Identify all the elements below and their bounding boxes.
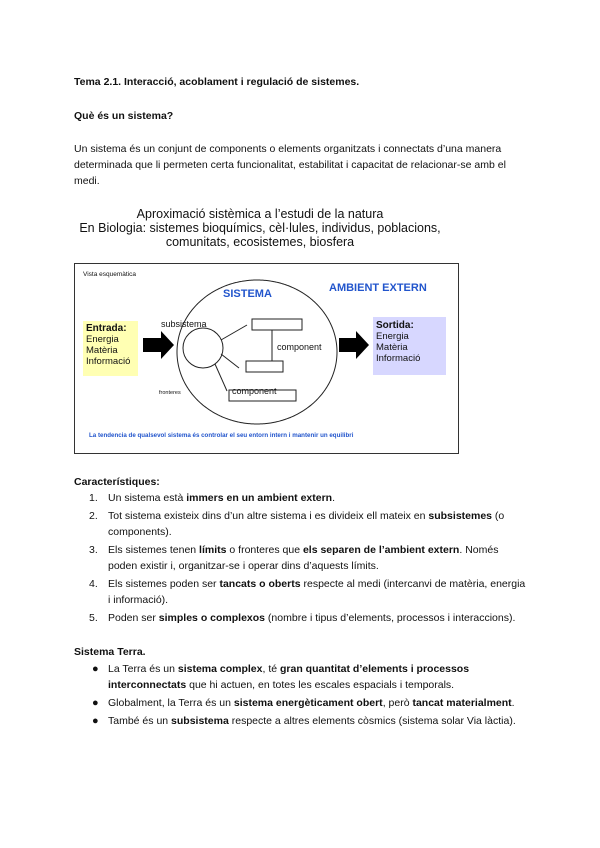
item-text: . Només poden existir i, organitzar-se i operar dins d’aquests límits. bbox=[108, 544, 499, 572]
item-bold: límits bbox=[199, 544, 227, 556]
bullet-icon: ● bbox=[92, 663, 99, 675]
list-item bbox=[74, 661, 529, 693]
ambient-label: AMBIENT EXTERN bbox=[329, 282, 427, 294]
connector-line bbox=[221, 325, 247, 340]
figure-title-line3: comunitats, ecosistemes, biosfera bbox=[165, 235, 355, 249]
item-text: Poden ser bbox=[108, 612, 159, 624]
item-bold: immers en un ambient extern bbox=[186, 492, 333, 504]
system-boundary-circle bbox=[177, 280, 337, 424]
list-item bbox=[74, 576, 529, 608]
item-text: També és un bbox=[108, 715, 172, 727]
list-item bbox=[74, 508, 529, 540]
list-item bbox=[74, 713, 529, 729]
list-item bbox=[74, 610, 529, 626]
system-diagram bbox=[74, 263, 459, 454]
sortida-item: Energia bbox=[376, 331, 409, 342]
definition-paragraph: Un sistema és un conjunt de components o elements organitzats i connectats d’una manera determinada que li permeten certa funcionalitat, estabilitat i capacitat de relacionar-se amb el medi. bbox=[74, 143, 506, 187]
list-number: 1. bbox=[89, 492, 98, 504]
item-text: respecte a altres elements còsmics (sistema solar Via làctia). bbox=[228, 715, 516, 727]
figure-title-line1: Aproximació sistèmica a l’estudi de la natura bbox=[136, 207, 384, 221]
item-text: Globalment, la Terra és un bbox=[108, 697, 234, 709]
fronteres-label: fronteres bbox=[159, 390, 181, 396]
item-text: Els sistemes tenen bbox=[108, 544, 200, 556]
list-number: 5. bbox=[89, 612, 98, 624]
component-box bbox=[252, 319, 302, 330]
item-text: que hi actuen, en totes les escales espacials i temporals. bbox=[186, 679, 455, 691]
vista-label: Vista esquemàtica bbox=[83, 271, 136, 278]
item-bold: sistema complex bbox=[177, 663, 263, 675]
entrada-item: Matèria bbox=[86, 345, 118, 356]
entrada-item: Informació bbox=[86, 356, 131, 367]
item-text: , però bbox=[382, 697, 413, 709]
section-question: Què és un sistema? bbox=[74, 110, 174, 122]
entrada-title: Entrada: bbox=[86, 323, 127, 334]
component-label: component bbox=[277, 342, 322, 352]
item-text: . bbox=[511, 697, 515, 709]
sortida-item: Matèria bbox=[376, 342, 408, 353]
sortida-item: Informació bbox=[376, 353, 421, 364]
sistema-label: SISTEMA bbox=[223, 288, 272, 300]
output-arrow bbox=[339, 331, 369, 359]
item-text: , té bbox=[262, 663, 281, 675]
terra-title: Sistema Terra. bbox=[74, 646, 146, 658]
sortida-box bbox=[373, 317, 446, 375]
terra-list bbox=[74, 661, 529, 731]
list-number: 3. bbox=[89, 544, 98, 556]
item-bold: simples o complexos bbox=[158, 612, 266, 624]
item-bold: subsistema bbox=[171, 715, 229, 727]
component-box bbox=[246, 361, 283, 372]
subsistema-label: subsistema bbox=[161, 319, 207, 329]
item-text: Els sistemes poden ser bbox=[108, 578, 220, 590]
entrada-item: Energia bbox=[86, 334, 119, 345]
connector-line bbox=[215, 364, 227, 391]
entrada-box bbox=[83, 321, 138, 376]
list-number: 4. bbox=[89, 578, 98, 590]
item-text: Un sistema està bbox=[108, 492, 187, 504]
component-label: component bbox=[232, 386, 277, 396]
item-bold: subsistemes bbox=[428, 510, 493, 522]
bullet-icon: ● bbox=[92, 697, 99, 709]
list-number: 2. bbox=[89, 510, 98, 522]
list-item bbox=[74, 695, 529, 711]
item-bold: tancat materialment bbox=[412, 697, 512, 709]
page-title: Tema 2.1. Interacció, acoblament i regulació de sistemes. bbox=[74, 76, 360, 88]
item-bold: els separen de l’ambient extern bbox=[302, 544, 460, 556]
item-text: Tot sistema existeix dins d’un altre sistema i es divideix ell mateix en bbox=[108, 510, 429, 522]
item-bold: gran quantitat d’elements i processos interconnectats bbox=[108, 663, 470, 691]
bullet-icon: ● bbox=[92, 715, 99, 727]
figure-title-line2: En Biologia: sistemes bioquímics, cèl·lules, individus, poblacions, bbox=[79, 221, 441, 235]
list-item bbox=[74, 542, 529, 574]
item-bold: tancats o oberts bbox=[219, 578, 301, 590]
item-text: o fronteres que bbox=[226, 544, 303, 556]
input-arrow bbox=[143, 331, 174, 359]
item-text: (o components). bbox=[108, 510, 505, 538]
item-text: respecte al medi (intercanvi de matèria, energia i informació). bbox=[108, 578, 526, 606]
sortida-title: Sortida: bbox=[376, 320, 414, 331]
diagram-caption: La tendencia de qualsevol sistema és controlar el seu entorn intern i mantenir un equilibri bbox=[89, 432, 354, 439]
connector-line bbox=[221, 354, 239, 368]
item-text: . bbox=[332, 492, 336, 504]
subsystem-circle bbox=[183, 328, 223, 368]
item-text: La Terra és un bbox=[108, 663, 178, 675]
list-item bbox=[74, 490, 529, 506]
item-text: (nombre i tipus d’elements, processos i interaccions). bbox=[265, 612, 516, 624]
caracteristiques-list bbox=[74, 490, 529, 628]
item-bold: sistema energèticament obert bbox=[233, 697, 383, 709]
caracteristiques-title: Característiques: bbox=[74, 476, 160, 488]
